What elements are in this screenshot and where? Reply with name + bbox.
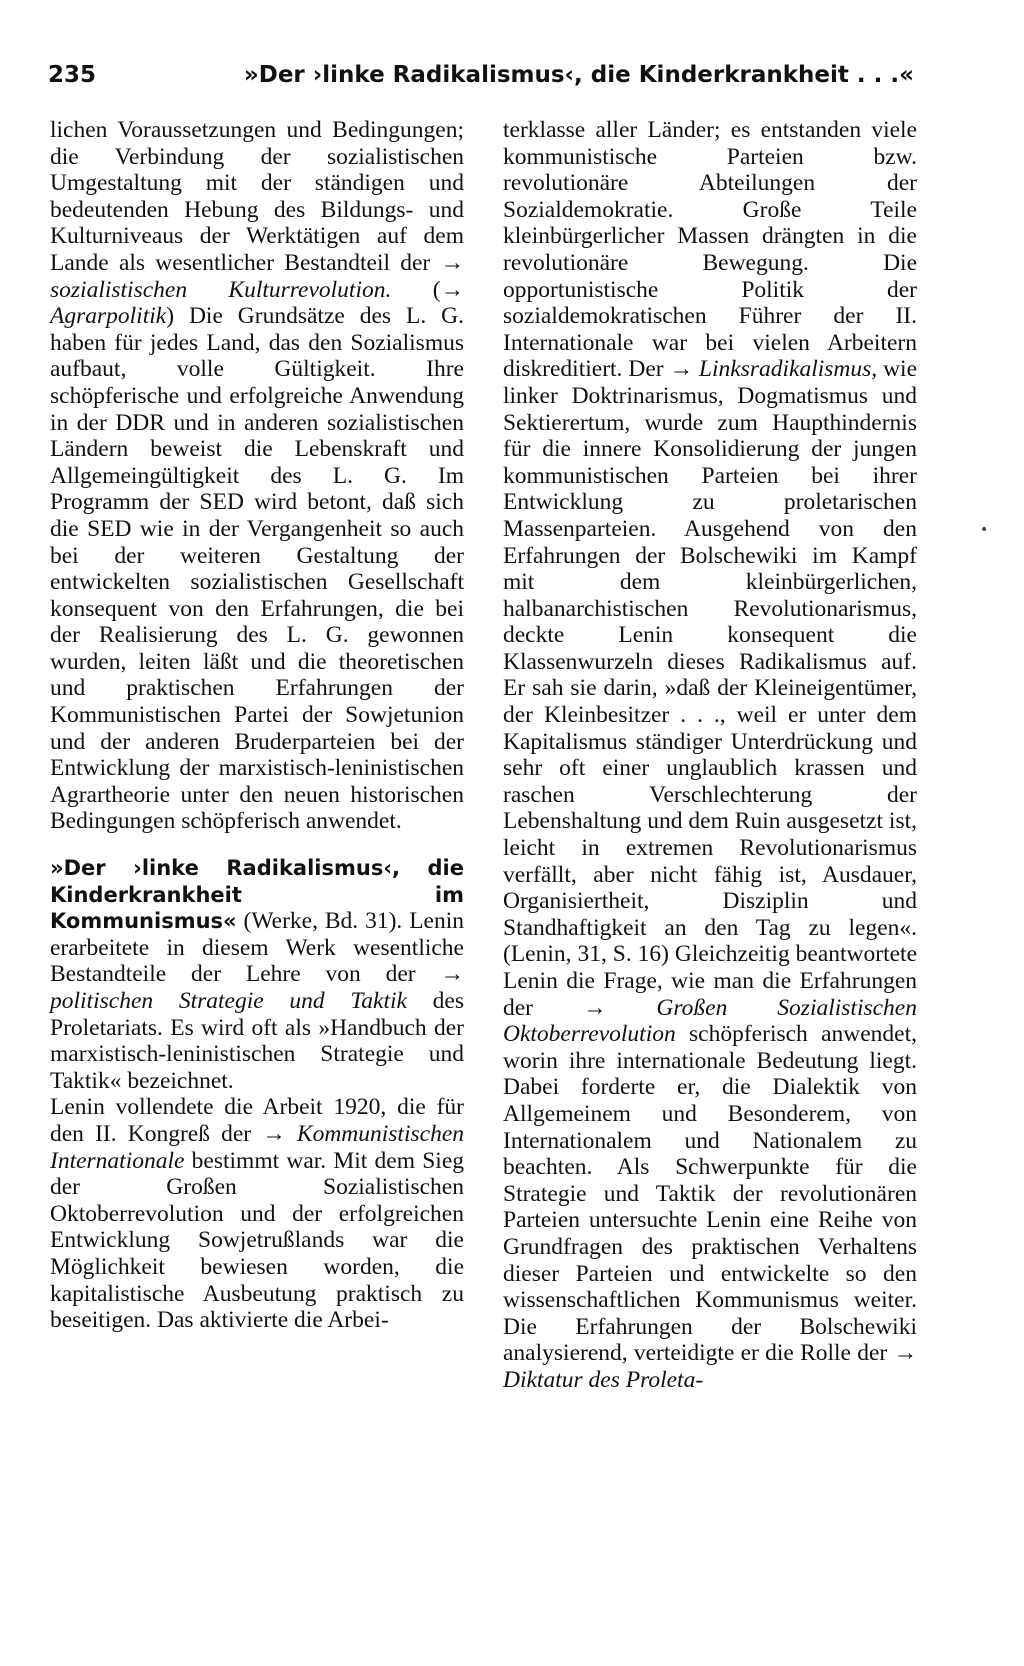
cross-reference-strategie-taktik: politischen Strategie und Taktik <box>50 988 407 1014</box>
cross-reference-kommunistische-internationale: Kommunistischen Internationale <box>50 1120 464 1174</box>
running-title: »Der ›linke Radikalismus‹, die Kinderkrankheit . . .« <box>243 62 914 88</box>
running-head <box>48 62 914 100</box>
cross-reference-diktatur: Diktatur des Proleta- <box>503 1366 704 1393</box>
paragraph-continuation: terklasse aller Länder; es entstanden viele kommunistische Parteien bzw. revolutionäre Abteilungen der Sozialdemokratie. Große Teile kleinbürgerlicher Massen drängten in die revolutionäre Bewegung. Die opportunistische Politik der sozialdemokratischen Führer der II. Internationale war bei vielen Arbeitern diskreditiert. Der → Linksradikalismus, wie linker Doktrinarismus, Dogmatismus und Sektierertum, wurde zum Haupthindernis für die innere Konsolidierung der jungen kommunistischen Parteien bei ihrer Entwicklung zu proletarischen Massenparteien. Ausgehend von den Erfahrungen der Bolschewiki im Kampf mit dem kleinbürgerlichen, halbanarchistischen Revolutionarismus, deckte Lenin konsequent die Klassenwurzeln dieses Radikalismus auf. Er sah sie darin, »daß der Kleineigentümer, der Kleinbesitzer . . ., weil er unter dem Kapitalismus ständiger Unterdrückung und sehr oft einer unglaublich krassen und raschen Verschlechterung der Lebenshaltung und dem Ruin ausgesetzt ist, leicht in extremen Revolutionarismus verfällt, aber nicht fähig ist, Ausdauer, Organisiertheit, Disziplin und Standhaftigkeit an den Tag zu legen«. (Lenin, 31, S. 16) Gleichzeitig beantwortete Lenin die Frage, wie man die Erfahrungen der → Großen Sozialistischen Oktoberrevolution schöpferisch anwendet, worin ihre internationale Bedeutung liegt. Dabei forderte er, die Dialektik von Allgemeinem und Besonderem, von Internationalem und Nationalem zu beachten. Als Schwerpunkte für die Strategie und Taktik der revolutionären Parteien untersuchte Lenin eine Reihe von Grundfragen des praktischen Verhaltens dieser Parteien und entwickelte so den wissenschaftlichen Kommunismus weiter. Die Erfahrungen der Bolschewiki analysierend, verteidigte er die Rolle der → Diktatur des Proleta- <box>503 117 918 1393</box>
paragraph-entry-radikalismus: »Der ›linke Radikalismus‹, die Kinderkrankheit im Kommunismus« (Werke, Bd. 31). Lenin erarbeitete in diesem Werk wesentliche Bestandteile der Lehre von der → politischen Strategie und Taktik des Proletariats. Es wird oft als »Handbuch der marxistisch-leninistischen Strategie und Taktik« bezeichnet. <box>50 856 465 1094</box>
paragraph-landwirtschaft: lichen Voraussetzungen und Bedingungen; die Verbindung der sozialistischen Umgestaltung mit der ständigen und bedeutenden Hebung des Bildungs- und Kulturniveaus der Werktätigen auf dem Lande als wesentlicher Bestandteil der → sozialistischen Kulturrevolution. (→ Agrarpolitik) Die Grundsätze des L. G. haben für jedes Land, das den Sozialismus aufbaut, volle Gültigkeit. Ihre schöpferische und erfolgreiche Anwendung in der DDR und in anderen sozialistischen Ländern beweist die Lebenskraft und Allgemeingültigkeit des L. G. Im Programm der SED wird betont, daß sich die SED wie in der Vergangenheit so auch bei der weiteren Gestaltung der entwickelten sozialistischen Gesellschaft konsequent von den Erfahrungen, die bei der Realisierung des L. G. gewonnen wurden, leiten läßt und die theoretischen und praktischen Erfahrungen der Kommunistischen Partei der Sowjetunion und der anderen Bruderparteien bei der Entwicklung der marxistisch-leninistischen Agrartheorie unter den neuen historischen Bedingungen schöpferisch anwendet. <box>50 117 465 835</box>
cross-reference-kulturrevolution: sozialistischen Kulturrevolution. <box>50 276 392 303</box>
paragraph-lenin-1920: Lenin vollendete die Arbeit 1920, die für den II. Kongreß der → Kommunistischen Internationale bestimmt war. Mit dem Sieg der Großen Sozialistischen Oktoberrevolution und der erfolgreichen Entwicklung Sowjetrußlands war die Möglichkeit bewiesen worden, die kapitalistische Ausbeutung praktisch zu beseitigen. Das aktivierte die Arbei- <box>50 1094 465 1334</box>
cross-reference-agrarpolitik: Agrarpolitik <box>50 303 167 330</box>
left-column <box>50 117 464 1334</box>
page-number: 235 <box>48 62 97 88</box>
right-column <box>503 117 917 1394</box>
entry-title: »Der ›linke Radikalismus‹, die Kinderkrankheit im Kommunismus« <box>50 856 464 934</box>
scan-speck: • <box>980 522 989 538</box>
cross-reference-oktoberrevolution: Großen Sozialistischen Oktoberrevolution <box>503 994 917 1048</box>
cross-reference-linksradikalismus: Linksradikalismus, <box>698 356 878 383</box>
